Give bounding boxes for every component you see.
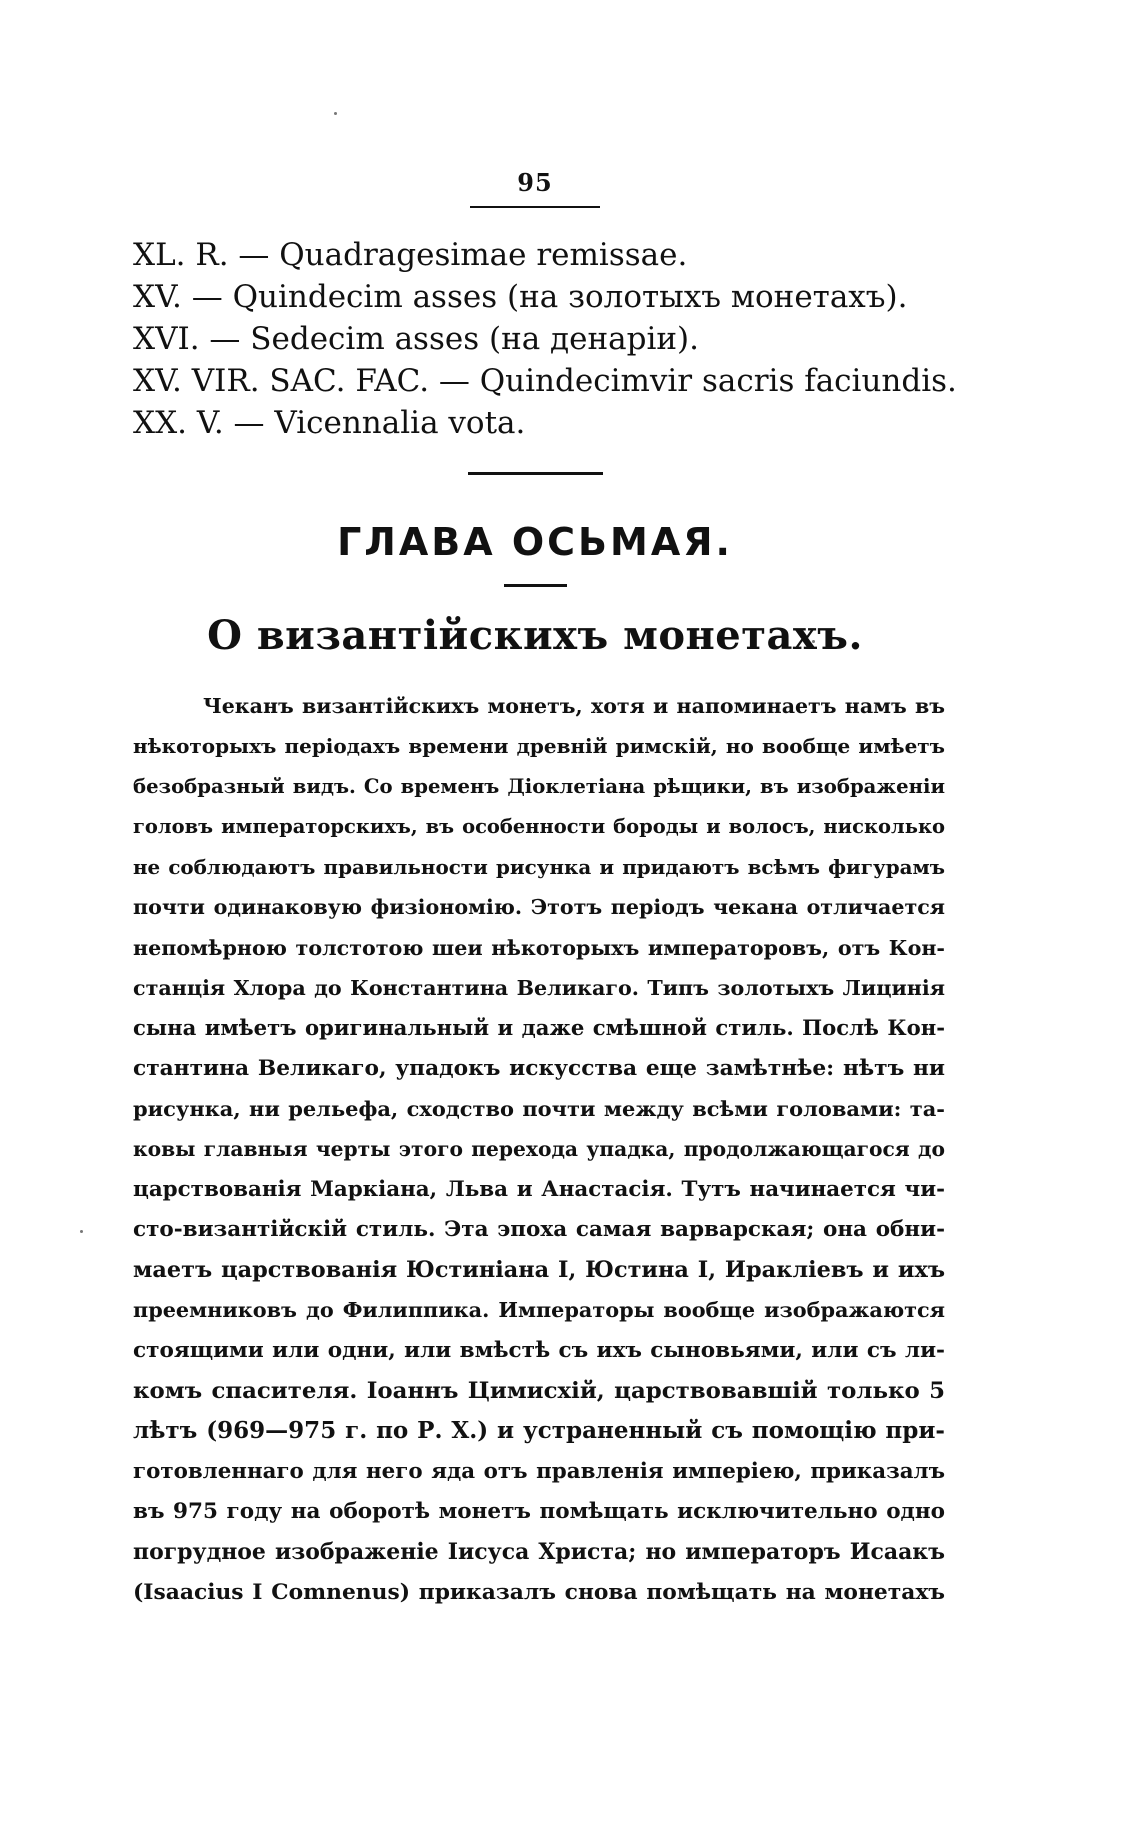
- paragraph-line: станція Хлора до Константина Великаго. Типъ золотыхъ Лицинія: [133, 976, 945, 1001]
- paragraph-line: царствованія Маркіана, Льва и Анастасія. Тутъ начинается чи-: [133, 1176, 945, 1202]
- abbreviation-entry: XL. R. — Quadragesimae remissae.: [133, 237, 688, 273]
- abbreviation-list: [133, 234, 993, 444]
- header-rule: [470, 206, 600, 208]
- paragraph-line: головъ императорскихъ, въ особенности бороды и волосъ, нисколько: [133, 814, 945, 838]
- paragraph-line: преемниковъ до Филиппика. Императоры вообще изображаются: [133, 1297, 945, 1323]
- paragraph-line: нѣкоторыхъ періодахъ времени древній римскій, но вообще имѣетъ: [133, 734, 945, 759]
- paragraph-line: Чеканъ византійскихъ монетъ, хотя и напоминаетъ намъ въ: [203, 694, 945, 718]
- abbreviation-entry: XV. VIR. SAC. FAC. — Quindecimvir sacris faciundis.: [133, 363, 957, 399]
- paragraph-line: рисунка, ни рельефа, сходство почти между всѣми головами: та-: [133, 1095, 945, 1121]
- paper-speck: [334, 112, 337, 115]
- paper-speck: [80, 1230, 83, 1233]
- paragraph-line: стантина Великаго, упадокъ искусства еще замѣтнѣе: нѣтъ ни: [133, 1055, 945, 1081]
- chapter-title: ГЛАВА ОСЬМАЯ.: [337, 520, 733, 564]
- section-title: О византійскихъ монетахъ.: [207, 612, 863, 659]
- paragraph-line: стоящими или одни, или вмѣстѣ съ ихъ сыновьями, или съ ли-: [133, 1337, 945, 1363]
- paragraph-line: почти одинаковую физіономію. Этотъ періодъ чекана отличается: [133, 895, 945, 920]
- section-divider-rule: [468, 472, 603, 475]
- paragraph-line: готовленнаго для него яда отъ правленія имперіею, приказалъ: [133, 1458, 945, 1484]
- paragraph-line: (Isaacius I Comnenus) приказалъ снова помѣщать на монетахъ: [133, 1579, 945, 1605]
- paragraph-line: погрудное изображеніе Іисуса Христа; но императоръ Исаакъ: [133, 1539, 945, 1566]
- paragraph-line: безобразный видъ. Со временъ Діоклетіана рѣщики, въ изображеніи: [133, 774, 945, 798]
- abbreviation-entry: XX. V. — Vicennalia vota.: [133, 405, 526, 441]
- body-paragraph: [133, 686, 945, 1613]
- chapter-underline-rule: [504, 584, 567, 587]
- paragraph-line: сына имѣетъ оригинальный и даже смѣшной стиль. Послѣ Кон-: [133, 1015, 945, 1041]
- abbreviation-entry: XV. — Quindecim asses (на золотыхъ монетахъ).: [133, 279, 908, 315]
- page-number: 95: [517, 168, 553, 197]
- paragraph-line: ковы главныя черты этого перехода упадка, продолжающагося до: [133, 1137, 945, 1162]
- abbreviation-entry: XVI. — Sedecim asses (на денаріи).: [133, 321, 700, 357]
- paragraph-line: непомѣрною толстотою шеи нѣкоторыхъ императоровъ, отъ Кон-: [133, 935, 945, 960]
- paragraph-line: лѣтъ (969—975 г. по Р. Х.) и устраненный съ помощію при-: [133, 1417, 945, 1445]
- paragraph-line: маетъ царствованія Юстиніана I, Юстина I, Иракліевъ и ихъ: [133, 1257, 945, 1284]
- paragraph-line: въ 975 году на оборотѣ монетъ помѣщать исключительно одно: [133, 1498, 945, 1524]
- paragraph-line: сто-византійскій стиль. Эта эпоха самая варварская; она обни-: [133, 1216, 945, 1242]
- paragraph-line: комъ спасителя. Іоаннъ Цимисхій, царствовавшій только 5: [133, 1378, 945, 1405]
- paragraph-line: не соблюдаютъ правильности рисунка и придаютъ всѣмъ фигурамъ: [133, 855, 945, 880]
